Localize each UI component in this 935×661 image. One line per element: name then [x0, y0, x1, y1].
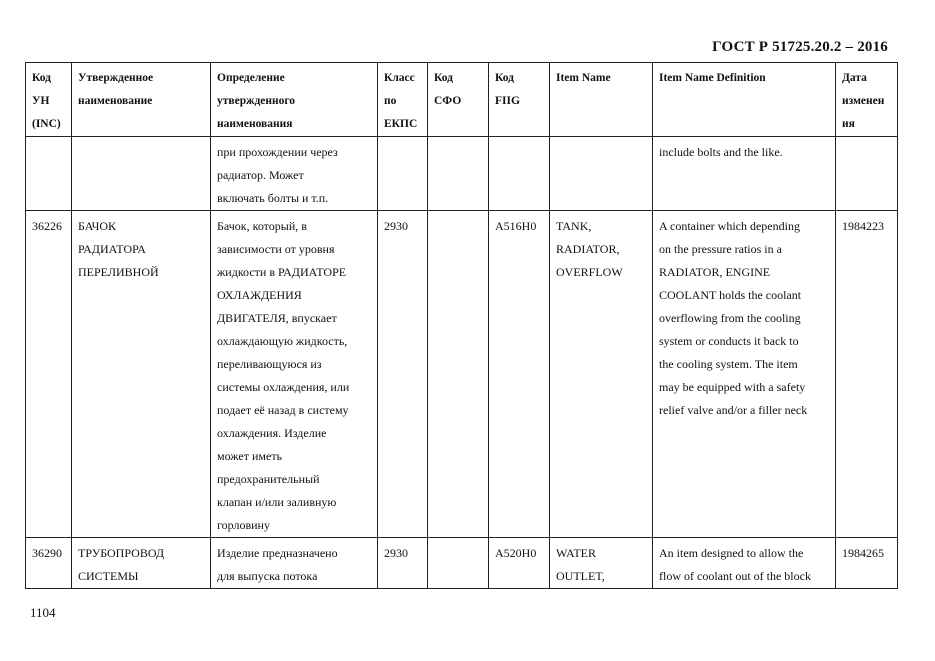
cell-line: ТРУБОПРОВОД — [78, 546, 165, 560]
cell-sfo — [428, 211, 489, 538]
cell-line: An item designed to allow the — [659, 546, 804, 560]
cell-line: РАДИАТОРА — [78, 242, 146, 256]
cell-class: 2930 — [378, 538, 428, 589]
cell-line: системы охлаждения, или — [217, 380, 350, 394]
cell-line: ОХЛАЖДЕНИЯ — [217, 288, 302, 302]
cell-line: УН — [32, 95, 50, 107]
header-class — [378, 63, 428, 137]
cell-fiig: A516H0 — [489, 211, 550, 538]
cell-definition — [211, 137, 378, 211]
cell-line: TANK, — [556, 219, 592, 233]
header-fiig — [489, 63, 550, 137]
cell-line: Дата — [842, 72, 867, 84]
cell-line: клапан и/или заливную — [217, 495, 337, 509]
table-row — [26, 538, 898, 589]
cell-line: Утвержденное — [78, 72, 154, 84]
cell-line: A container which depending — [659, 219, 800, 233]
catalog-table — [25, 62, 898, 589]
cell-line: ПЕРЕЛИВНОЙ — [78, 265, 159, 279]
cell-definition — [211, 538, 378, 589]
cell-line: при прохождении через — [217, 145, 338, 159]
cell-line: Класс — [384, 72, 415, 84]
cell-class — [378, 137, 428, 211]
cell-sfo — [428, 538, 489, 589]
header-sfo — [428, 63, 489, 137]
cell-item-definition — [653, 211, 836, 538]
cell-line: RADIATOR, ENGINE — [659, 265, 771, 279]
cell-line: OVERFLOW — [556, 265, 623, 279]
cell-line: может иметь — [217, 449, 283, 463]
cell-line: подает её назад в систему — [217, 403, 349, 417]
cell-date: 1984265 — [836, 538, 898, 589]
cell-line: include bolts and the like. — [659, 145, 783, 159]
cell-line: по — [384, 95, 397, 107]
cell-line: предохранительный — [217, 472, 320, 486]
cell-line: flow of coolant out of the block — [659, 569, 811, 583]
cell-line: Код — [32, 72, 52, 84]
cell-fiig: A520H0 — [489, 538, 550, 589]
cell-line: Изделие предназначено — [217, 546, 338, 560]
cell-line: жидкости в РАДИАТОРЕ — [217, 265, 347, 279]
cell-line: (INC) — [32, 118, 61, 130]
cell-line: наименования — [217, 118, 293, 130]
cell-line: охлаждения. Изделие — [217, 426, 327, 440]
cell-line: Определение — [217, 72, 285, 84]
cell-item-name — [550, 211, 653, 538]
table-row — [26, 211, 898, 538]
cell-sfo — [428, 137, 489, 211]
cell-class: 2930 — [378, 211, 428, 538]
cell-item-definition — [653, 137, 836, 211]
cell-line: OUTLET, — [556, 569, 605, 583]
cell-definition — [211, 211, 378, 538]
cell-line: утвержденного — [217, 95, 296, 107]
cell-line: the cooling system. The item — [659, 357, 798, 371]
cell-line: Код — [434, 72, 454, 84]
cell-line: Код — [495, 72, 515, 84]
cell-line: FIIG — [495, 95, 520, 107]
cell-item-name — [550, 137, 653, 211]
cell-line: COOLANT holds the coolant — [659, 288, 802, 302]
cell-line: охлаждающую жидкость, — [217, 334, 348, 348]
cell-line: СФО — [434, 95, 462, 107]
cell-line: system or conducts it back to — [659, 334, 799, 348]
cell-date: 1984223 — [836, 211, 898, 538]
cell-code: 36290 — [26, 538, 72, 589]
cell-line: СИСТЕМЫ — [78, 569, 139, 583]
cell-approved-name — [72, 211, 211, 538]
cell-fiig — [489, 137, 550, 211]
cell-line: on the pressure ratios in a — [659, 242, 782, 256]
cell-approved-name — [72, 538, 211, 589]
cell-line: переливающуюся из — [217, 357, 322, 371]
cell-line: relief valve and/or a filler neck — [659, 403, 808, 417]
cell-line: WATER — [556, 546, 596, 560]
cell-approved-name — [72, 137, 211, 211]
table-row — [26, 137, 898, 211]
cell-code — [26, 137, 72, 211]
cell-line: зависимости от уровня — [217, 242, 335, 256]
standard-title: ГОСТ Р 51725.20.2 – 2016 — [712, 39, 888, 55]
table-header-row — [26, 63, 898, 137]
header-definition — [211, 63, 378, 137]
cell-line: Бачок, который, в — [217, 219, 307, 233]
cell-code: 36226 — [26, 211, 72, 538]
page-number: 1104 — [30, 605, 56, 620]
header-date — [836, 63, 898, 137]
cell-line: включать болты и т.п. — [217, 191, 329, 205]
cell-line: горловину — [217, 518, 270, 532]
cell-line: Item Name Definition — [659, 72, 766, 84]
cell-line: радиатор. Может — [217, 168, 304, 182]
cell-line: overflowing from the cooling — [659, 311, 801, 325]
cell-line: БАЧОК — [78, 219, 117, 233]
cell-line: ЕКПС — [384, 118, 418, 130]
cell-line: RADIATOR, — [556, 242, 620, 256]
cell-line: Item Name — [556, 72, 611, 84]
cell-line: ия — [842, 118, 855, 130]
cell-line: изменен — [842, 95, 885, 107]
cell-line: наименование — [78, 95, 153, 107]
header-item-name — [550, 63, 653, 137]
header-item-definition — [653, 63, 836, 137]
cell-item-name — [550, 538, 653, 589]
cell-line: may be equipped with a safety — [659, 380, 806, 394]
cell-line: ДВИГАТЕЛЯ, впускает — [217, 311, 337, 325]
header-code — [26, 63, 72, 137]
cell-line: для выпуска потока — [217, 569, 318, 583]
cell-item-definition — [653, 538, 836, 589]
header-approved-name — [72, 63, 211, 137]
cell-date — [836, 137, 898, 211]
